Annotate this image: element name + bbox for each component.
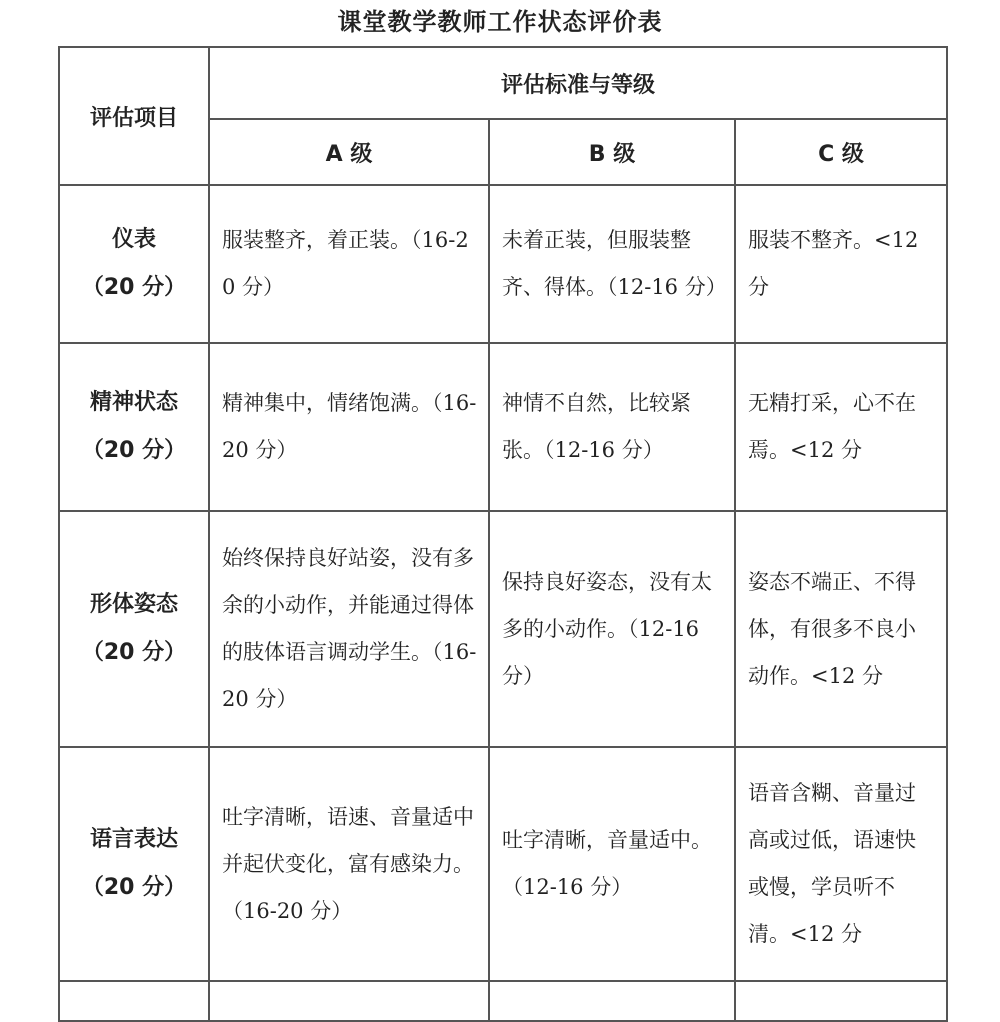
grade-c-description: 服装不整齐。<12 分 [735, 185, 947, 343]
item-name: 仪表 [111, 227, 156, 252]
grade-b-description: 保持良好姿态，没有太多的小动作。（12-16 分） [489, 511, 735, 747]
item-cell [59, 343, 209, 511]
empty-cell [735, 981, 947, 1021]
grade-a-description: 精神集中，情绪饱满。（16-20 分） [209, 343, 489, 511]
grade-c-description: 姿态不端正、不得体，有很多不良小动作。<12 分 [735, 511, 947, 747]
table-row [59, 747, 947, 981]
evaluation-table [58, 46, 948, 1022]
header-item-label: 评估项目 [59, 47, 209, 185]
grade-c-description: 语音含糊、音量过高或过低，语速快或慢，学员听不清。<12 分 [735, 747, 947, 981]
grade-c-description: 无精打采，心不在焉。<12 分 [735, 343, 947, 511]
table-row [59, 511, 947, 747]
header-grade-a: A 级 [209, 119, 489, 185]
header-grade-b: B 级 [489, 119, 735, 185]
document-title: 课堂教学教师工作状态评价表 [337, 8, 663, 36]
table-row [59, 185, 947, 343]
grade-a-description: 始终保持良好站姿，没有多余的小动作，并能通过得体的肢体语言调动学生。（16-20 分） [209, 511, 489, 747]
item-score: （20 分） [81, 438, 187, 463]
item-score: （20 分） [81, 875, 187, 900]
empty-cell [489, 981, 735, 1021]
item-score: （20 分） [81, 275, 187, 300]
empty-cell [59, 981, 209, 1021]
item-score: （20 分） [81, 640, 187, 665]
header-row-top [59, 47, 947, 119]
grade-b-description: 神情不自然，比较紧张。（12-16 分） [489, 343, 735, 511]
item-name: 精神状态 [89, 390, 178, 415]
item-cell [59, 185, 209, 343]
item-name: 形体姿态 [89, 592, 178, 617]
item-cell [59, 511, 209, 747]
grade-a-description: 服装整齐，着正装。（16-20 分） [209, 185, 489, 343]
item-name: 语言表达 [89, 827, 178, 852]
table-row [59, 343, 947, 511]
grade-b-description: 未着正装，但服装整齐、得体。（12-16 分） [489, 185, 735, 343]
grade-a-description: 吐字清晰，语速、音量适中并起伏变化，富有感染力。（16-20 分） [209, 747, 489, 981]
header-criteria-label: 评估标准与等级 [209, 47, 947, 119]
empty-cell [209, 981, 489, 1021]
grade-b-description: 吐字清晰，音量适中。（12-16 分） [489, 747, 735, 981]
table-row-partial [59, 981, 947, 1021]
header-grade-c: C 级 [735, 119, 947, 185]
item-cell [59, 747, 209, 981]
